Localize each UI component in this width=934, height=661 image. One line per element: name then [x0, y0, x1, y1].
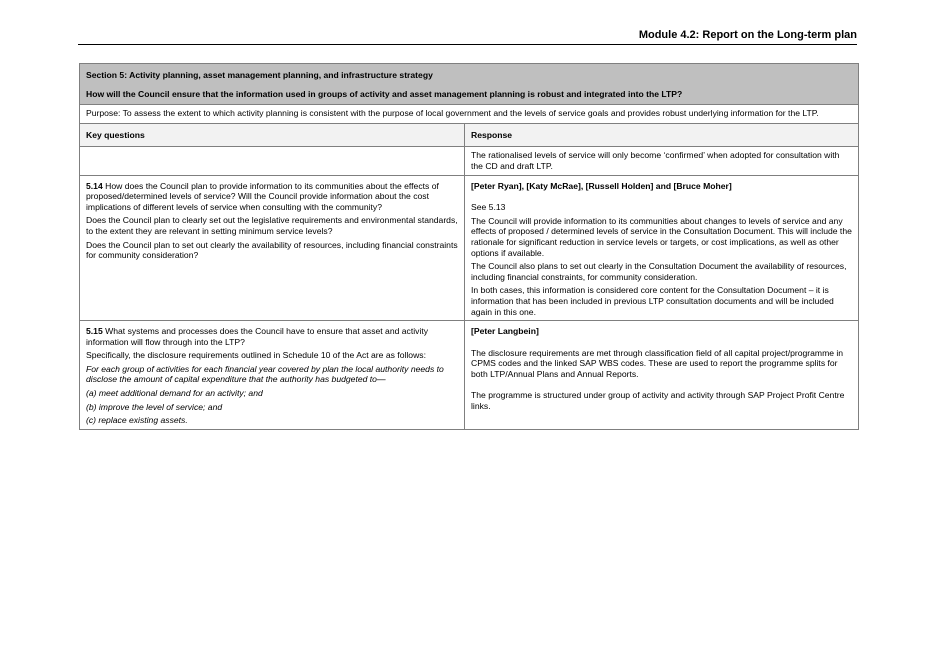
- q515-item-b: (b) improve the level of service; and: [86, 401, 223, 412]
- table-row: [80, 175, 859, 321]
- q514-responders: [Peter Ryan], [Katy McRae], [Russell Holden] and [Bruce Moher]: [471, 180, 732, 191]
- column-header-response: Response: [465, 123, 859, 147]
- spacer: [471, 337, 852, 348]
- q515-question-1-text: What systems and processes does the Council have to ensure that asset and activity information will flow through into the LTP?: [86, 326, 429, 347]
- section-question: How will the Council ensure that the information used in groups of activity and asset management planning is robust and integrated into the LTP?: [86, 88, 683, 99]
- page-header-title: Module 4.2: Report on the Long-term plan: [638, 29, 857, 41]
- q514-number: 5.14: [86, 180, 103, 191]
- q515-response-1: The disclosure requirements are met through classification field of all capital project/programme in CPMS codes and the linked SAP WBS codes. These are used to report the programme splits for both LTP/Annual Plans and Annual Reports.: [471, 347, 844, 379]
- continuation-response-cell: [465, 147, 859, 175]
- q514-question-1-text: How does the Council plan to provide information to its communities about the effects of proposed/determined levels of service? Will the Council provide information about the cost implications of different levels of service when consulting with the community?: [86, 180, 439, 212]
- q515-question-3: For each group of activities for each financial year covered by plan the local authority needs to disclose the amount of capital expenditure that the authority has budgeted to—: [86, 363, 444, 385]
- spacer: [471, 191, 852, 202]
- purpose-cell: [80, 105, 859, 124]
- q514-question-1: [86, 181, 458, 213]
- column-header-key-questions: Key questions: [80, 123, 465, 147]
- page-header: [78, 28, 857, 45]
- table-row: [80, 321, 859, 430]
- section-header-row: [80, 64, 859, 105]
- continuation-response-text: The rationalised levels of service will only become ‘confirmed’ when adopted for consultation with the CD and draft LTP.: [471, 150, 840, 171]
- q515-question-2: Specifically, the disclosure requirements outlined in Schedule 10 of the Act are as follows:: [86, 350, 426, 361]
- table-row: [80, 147, 859, 175]
- q514-question-3: Does the Council plan to set out clearly the availability of resources, including financial constraints for community consideration?: [86, 239, 458, 261]
- spacer: [471, 379, 852, 390]
- q515-response-cell: [465, 321, 859, 430]
- q515-response-2: The programme is structured under group of activity and activity through SAP Project Profit Centre links.: [471, 390, 845, 412]
- q514-response-1: The Council will provide information to its communities about changes to levels of service and any effects of proposed / determined levels of service in the Consultation Document. This will include the rationale for significant reduction in service levels or targets, or cost implications, as well as other options if available.: [471, 215, 852, 258]
- q515-item-a: (a) meet additional demand for an activity; and: [86, 388, 263, 399]
- q514-response-2: The Council also plans to set out clearly in the Consultation Document the availability of resources, including financial constraints, for community consideration.: [471, 261, 847, 282]
- q515-item-c: (c) replace existing assets.: [86, 415, 188, 426]
- purpose-text: Purpose: To assess the extent to which activity planning is consistent with the purpose of local government and the levels of service goals and provides robust underlying information for the LTP.: [86, 108, 819, 119]
- q514-question-2: Does the Council plan to clearly set out the legislative requirements and environmental standards, to the extent they are relevant in setting minimum service levels?: [86, 215, 458, 236]
- section-header-cell: [80, 64, 859, 105]
- q514-question-cell: [80, 175, 465, 321]
- q514-response-3: In both cases, this information is considered core content for the Consultation Document – it is information that has been included in previous LTP consultation documents and will be included again in this one.: [471, 285, 834, 317]
- q514-response-cell: [465, 175, 859, 321]
- q514-see: See 5.13: [471, 202, 506, 213]
- column-header-row: [80, 123, 859, 147]
- purpose-row: [80, 105, 859, 124]
- q515-number: 5.15: [86, 326, 103, 337]
- q515-question-1: [86, 326, 458, 347]
- q515-question-cell: [80, 321, 465, 430]
- section-heading: Section 5: Activity planning, asset management planning, and infrastructure strategy: [86, 70, 433, 80]
- assessment-table: [79, 63, 859, 430]
- continuation-question-cell: [80, 147, 465, 175]
- q515-responders: [Peter Langbein]: [471, 326, 539, 337]
